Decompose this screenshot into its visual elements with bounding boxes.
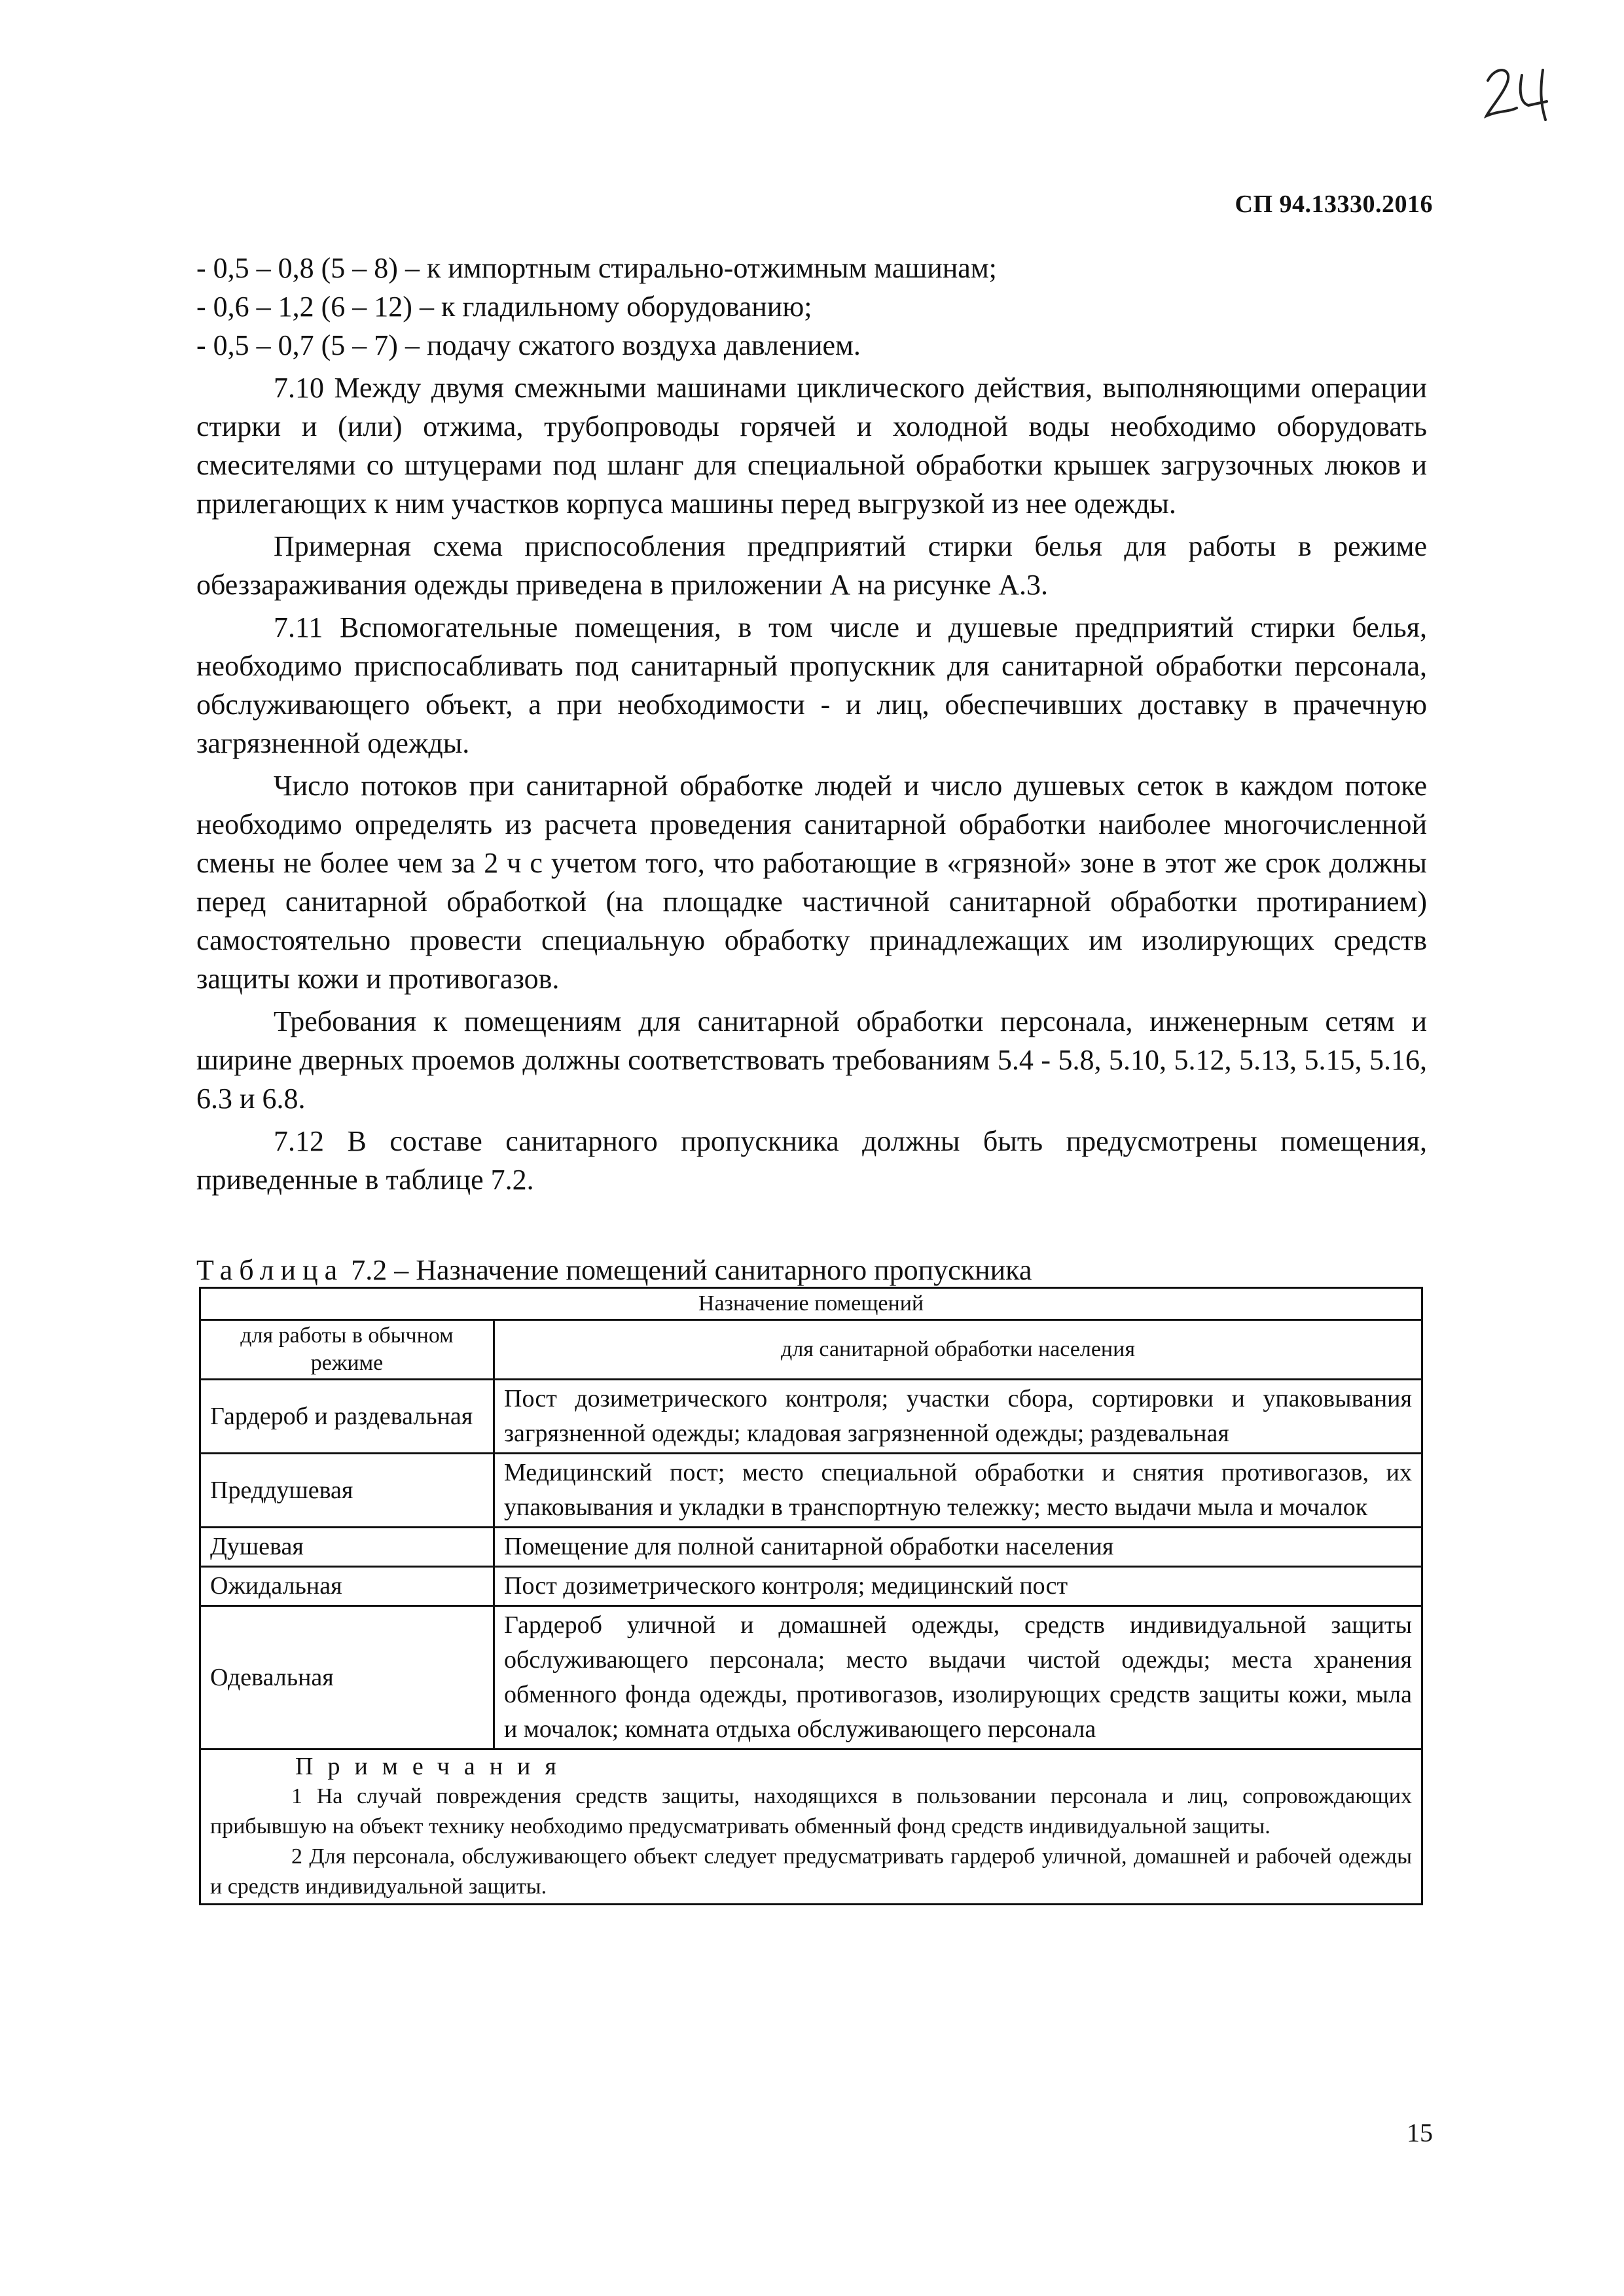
room-description-cell: Медицинский пост; место специальной обработки и снятия противогазов, их упаковывания и укладки в транспортную тележку; место выдачи мыла и мочалок <box>494 1454 1422 1528</box>
room-name-cell: Преддушевая <box>200 1454 494 1528</box>
paragraph-7-12: 7.12 В составе санитарного пропускника должны быть предусмотрены помещения, приведенные в таблице 7.2. <box>196 1125 1427 1196</box>
table-notes-cell <box>200 1749 1422 1905</box>
column-header-sanitary-treatment: для санитарной обработки населения <box>494 1320 1422 1380</box>
table-super-header: Назначение помещений <box>200 1288 1422 1320</box>
room-description-cell: Помещение для полной санитарной обработки населения <box>494 1528 1422 1567</box>
table-header-row <box>200 1288 1422 1320</box>
list-item: - 0,5 – 0,7 (5 – 7) – подачу сжатого воздуха давлением. <box>196 329 861 361</box>
list-item: - 0,5 – 0,8 (5 – 8) – к импортным стирально-отжимным машинам; <box>196 252 997 284</box>
paragraph-scheme-reference: Примерная схема приспособления предприятий стирки белья для работы в режиме обеззараживания одежды приведена в приложении А на рисунке А.3. <box>196 530 1427 601</box>
rooms-table <box>199 1287 1423 1905</box>
paragraph-7-11: 7.11 Вспомогательные помещения, в том числе и душевые предприятий стирки белья, необходимо приспосабливать под санитарный пропускник для санитарной обработки персонала, обслуживающего объект, а при необходимости - и лиц, обеспечивших доставку в прачечную загрязненной одежды. <box>196 611 1427 759</box>
page-number: 15 <box>1407 2118 1433 2147</box>
table-row <box>200 1567 1422 1606</box>
table-row <box>200 1454 1422 1528</box>
paragraph-requirements: Требования к помещениям для санитарной обработки персонала, инженерным сетям и ширине дверных проемов должны соответствовать требованиям 5.4 - 5.8, 5.10, 5.12, 5.13, 5.15, 5.16, 6.3 и 6.8. <box>196 1005 1427 1115</box>
page-body <box>196 249 1427 1905</box>
table-header-row <box>200 1320 1422 1380</box>
document-code: СП 94.13330.2016 <box>1235 190 1433 218</box>
table-caption <box>196 1254 1427 1287</box>
paragraph-7-10: 7.10 Между двумя смежными машинами циклического действия, выполняющими операции стирки и (или) отжима, трубопроводы горячей и холодной воды необходимо оборудовать смесителями со штуцерами под шланг для специальной обработки крышек загрузочных люков и прилегающих к ним участков корпуса машины перед выгрузкой из нее одежды. <box>196 372 1427 520</box>
notes-title: Примечания <box>295 1753 571 1780</box>
room-name-cell: Душевая <box>200 1528 494 1567</box>
table-row <box>200 1528 1422 1567</box>
table-caption-label: Таблица <box>196 1254 344 1286</box>
paragraph-flow-count: Число потоков при санитарной обработке людей и число душевых сеток в каждом потоке необходимо определять из расчета проведения санитарной обработки наиболее многочисленной смены не более чем за 2 ч с учетом того, что работающие в «грязной» зоне в этот же срок должны перед санитарной обработкой (на площадке частичной санитарной обработки протиранием) самостоятельно провести специальную обработку принадлежащих им изолирующих средств защиты кожи и противогазов. <box>196 770 1427 995</box>
room-name-cell: Ожидальная <box>200 1567 494 1606</box>
column-header-normal-mode: для работы в обычном режиме <box>200 1320 494 1380</box>
note-item: 1 На случай повреждения средств защиты, находящихся в пользовании персонала и лиц, сопровождающих прибывшую на объект технику необходимо предусматривать обменный фонд средств индивидуальной защиты. <box>210 1784 1412 1839</box>
handwritten-page-number <box>1483 62 1555 121</box>
room-name-cell: Гардероб и раздевальная <box>200 1380 494 1454</box>
room-description-cell: Гардероб уличной и домашней одежды, средств индивидуальной защиты обслуживающего персонала; место выдачи чистой одежды; места хранения обменного фонда одежды, противогазов, изолирующих средств защиты кожи, мыла и мочалок; комната отдыха обслуживающего персонала <box>494 1606 1422 1749</box>
room-description-cell: Пост дозиметрического контроля; медицинский пост <box>494 1567 1422 1606</box>
room-name-cell: Одевальная <box>200 1606 494 1749</box>
table-row <box>200 1606 1422 1749</box>
table-notes-row <box>200 1749 1422 1905</box>
table-row <box>200 1380 1422 1454</box>
note-item: 2 Для персонала, обслуживающего объект следует предусматривать гардероб уличной, домашней и рабочей одежды и средств индивидуальной защиты. <box>210 1844 1412 1899</box>
list-item: - 0,6 – 1,2 (6 – 12) – к гладильному оборудованию; <box>196 291 812 323</box>
table-caption-text: 7.2 – Назначение помещений санитарного пропускника <box>344 1254 1032 1286</box>
room-description-cell: Пост дозиметрического контроля; участки сбора, сортировки и упаковывания загрязненной одежды; кладовая загрязненной одежды; раздевальная <box>494 1380 1422 1454</box>
